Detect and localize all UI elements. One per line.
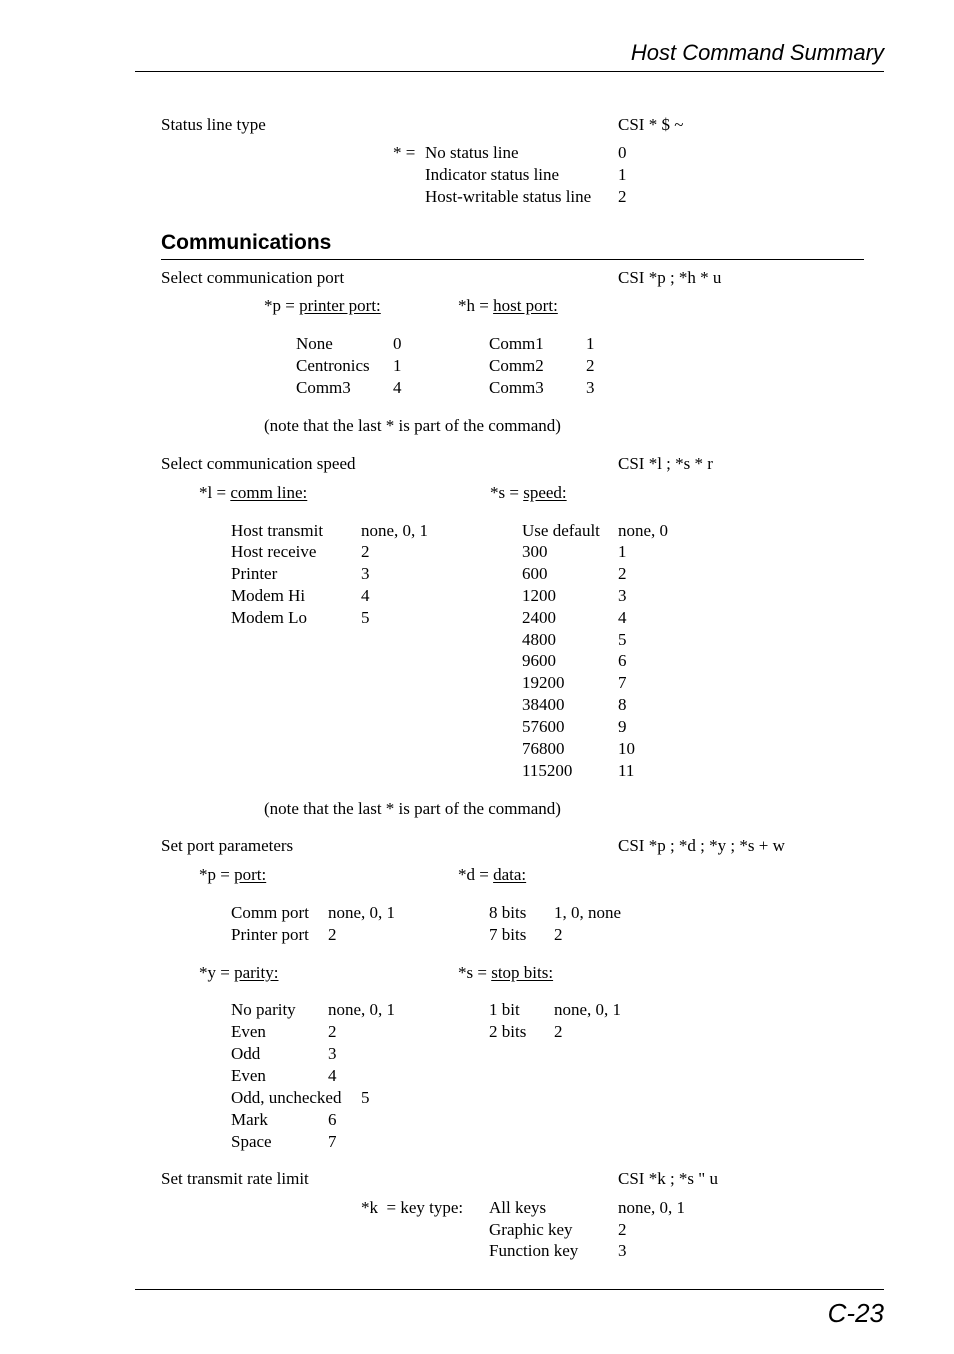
speed-name: 76800	[522, 739, 565, 758]
speed-value: 7	[618, 673, 627, 692]
stop-bits-param	[458, 964, 553, 981]
speed-name: 1200	[522, 586, 556, 605]
param-label: parity:	[234, 963, 279, 982]
speed-name: 300	[522, 542, 548, 561]
speed-value: 3	[618, 586, 627, 605]
param-label: data:	[493, 865, 527, 884]
param-label: stop bits:	[491, 963, 554, 982]
comm-line-value: none, 0, 1	[361, 521, 429, 540]
parity-value: 6	[328, 1110, 337, 1129]
key-type-value: 2	[618, 1220, 627, 1239]
stop-bits-value: 2	[554, 1022, 563, 1041]
parity-name: No parity	[231, 1000, 296, 1019]
data-bits-value: 2	[554, 925, 563, 944]
parity-value: 7	[328, 1132, 337, 1151]
status-option-name: Host-writable status line	[425, 187, 592, 206]
key-type-param: *k = key type:	[361, 1198, 464, 1217]
comm-port-label: Select communication port	[161, 268, 345, 287]
parity-name: Odd, unchecked	[231, 1088, 342, 1107]
param-label: comm line:	[230, 483, 308, 502]
comm-line-value: 3	[361, 564, 370, 583]
status-line-command: CSI * $ ~	[618, 115, 684, 134]
comm-line-value: 5	[361, 608, 370, 627]
speed-value: 9	[618, 717, 627, 736]
printer-port-param	[264, 297, 381, 314]
speed-name: 19200	[522, 673, 565, 692]
port-params-command: CSI *p ; *d ; *y ; *s + w	[618, 836, 785, 855]
speed-name: 57600	[522, 717, 565, 736]
printer-port-name: Centronics	[296, 356, 370, 375]
tx-rate-label: Set transmit rate limit	[161, 1169, 309, 1188]
host-port-value: 3	[586, 378, 595, 397]
param-prefix: *l =	[199, 483, 227, 502]
status-line-prefix: * =	[393, 143, 416, 162]
status-option-name: Indicator status line	[425, 165, 560, 184]
host-port-param	[458, 297, 558, 314]
key-type-name: All keys	[489, 1198, 547, 1217]
speed-name: 38400	[522, 695, 565, 714]
parity-value: 2	[328, 1022, 337, 1041]
speed-value: 8	[618, 695, 627, 714]
comm-speed-label: Select communication speed	[161, 454, 356, 473]
parity-value: none, 0, 1	[328, 1000, 396, 1019]
section-title: Communications	[161, 231, 332, 254]
key-type-value: none, 0, 1	[618, 1198, 686, 1217]
stop-bits-value: none, 0, 1	[554, 1000, 622, 1019]
speed-value: none, 0	[618, 521, 669, 540]
speed-name: 600	[522, 564, 548, 583]
parity-value: 3	[328, 1044, 337, 1063]
speed-name: 4800	[522, 630, 556, 649]
data-bits-value: 1, 0, none	[554, 903, 622, 922]
speed-name: Use default	[522, 521, 600, 540]
parity-value: 4	[328, 1066, 337, 1085]
host-port-value: 2	[586, 356, 595, 375]
status-option-value: 0	[618, 143, 627, 162]
comm-line-param	[199, 484, 307, 501]
parity-name: Even	[231, 1066, 266, 1085]
speed-name: 115200	[522, 761, 573, 780]
port-name: Comm port	[231, 903, 309, 922]
host-port-name: Comm1	[489, 334, 544, 353]
comm-line-value: 2	[361, 542, 370, 561]
port-params-label: Set port parameters	[161, 836, 294, 855]
param-prefix: *p =	[199, 865, 230, 884]
printer-port-value: 0	[393, 334, 402, 353]
comm-speed-note: (note that the last * is part of the command)	[264, 799, 561, 818]
comm-line-name: Host transmit	[231, 521, 324, 540]
param-prefix: *h =	[458, 296, 489, 315]
param-prefix: *y =	[199, 963, 230, 982]
speed-value: 5	[618, 630, 627, 649]
printer-port-name: Comm3	[296, 378, 351, 397]
status-option-value: 2	[618, 187, 627, 206]
comm-line-name: Modem Lo	[231, 608, 308, 627]
comm-port-command: CSI *p ; *h * u	[618, 268, 722, 287]
running-header: Host Command Summary	[630, 40, 884, 65]
printer-port-name: None	[296, 334, 333, 353]
stop-bits-name: 1 bit	[489, 1000, 520, 1019]
port-value: 2	[328, 925, 337, 944]
host-port-name: Comm3	[489, 378, 544, 397]
port-param	[199, 866, 266, 883]
speed-value: 11	[618, 761, 635, 780]
page-number: C-23	[827, 1298, 884, 1328]
parity-param	[199, 964, 278, 981]
comm-line-name: Modem Hi	[231, 586, 306, 605]
printer-port-value: 4	[393, 378, 402, 397]
parity-name: Even	[231, 1022, 266, 1041]
speed-value: 1	[618, 542, 627, 561]
host-port-value: 1	[586, 334, 595, 353]
data-param	[458, 866, 526, 883]
key-type-value: 3	[618, 1241, 627, 1260]
key-type-name: Function key	[489, 1241, 579, 1260]
parity-name: Mark	[231, 1110, 268, 1129]
speed-value: 6	[618, 651, 627, 670]
status-option-name: No status line	[425, 143, 519, 162]
parity-name: Space	[231, 1132, 272, 1151]
data-bits-name: 7 bits	[489, 925, 527, 944]
footer-rule	[135, 1289, 884, 1290]
parity-name: Odd	[231, 1044, 261, 1063]
comm-line-name: Host receive	[231, 542, 317, 561]
speed-param	[490, 484, 567, 501]
port-value: none, 0, 1	[328, 903, 396, 922]
param-prefix: *s =	[490, 483, 519, 502]
header-rule	[135, 71, 884, 72]
speed-value: 2	[618, 564, 627, 583]
param-label: port:	[234, 865, 267, 884]
key-type-name: Graphic key	[489, 1220, 573, 1239]
param-label: printer port:	[299, 296, 381, 315]
printer-port-value: 1	[393, 356, 402, 375]
param-prefix: *p =	[264, 296, 295, 315]
comm-line-name: Printer	[231, 564, 278, 583]
stop-bits-name: 2 bits	[489, 1022, 527, 1041]
comm-line-value: 4	[361, 586, 370, 605]
param-prefix: *d =	[458, 865, 489, 884]
data-bits-name: 8 bits	[489, 903, 527, 922]
parity-value: 5	[361, 1088, 370, 1107]
comm-speed-command: CSI *l ; *s * r	[618, 454, 713, 473]
speed-value: 10	[618, 739, 635, 758]
param-label: speed:	[523, 483, 567, 502]
speed-value: 4	[618, 608, 627, 627]
param-prefix: *s =	[458, 963, 487, 982]
speed-name: 9600	[522, 651, 556, 670]
speed-name: 2400	[522, 608, 556, 627]
status-line-label: Status line type	[161, 115, 266, 134]
comm-port-note: (note that the last * is part of the command)	[264, 416, 561, 435]
section-rule	[161, 259, 864, 260]
tx-rate-command: CSI *k ; *s " u	[618, 1169, 718, 1188]
param-label: host port:	[493, 296, 558, 315]
host-port-name: Comm2	[489, 356, 544, 375]
port-name: Printer port	[231, 925, 309, 944]
status-option-value: 1	[618, 165, 627, 184]
